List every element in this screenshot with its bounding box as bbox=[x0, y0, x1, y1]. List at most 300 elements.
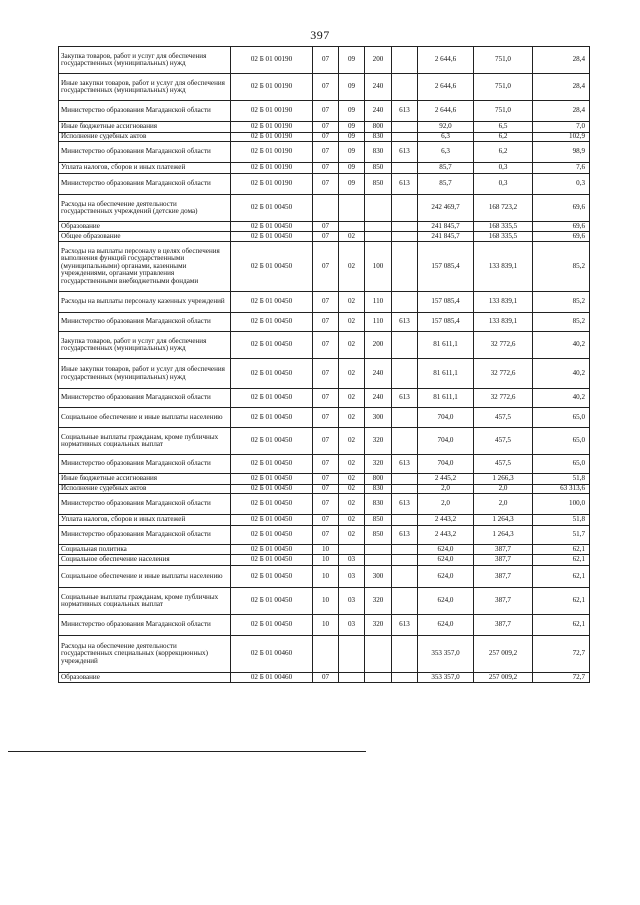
row-code: 02 Б 01 00450 bbox=[231, 455, 313, 474]
row-code: 02 Б 01 00450 bbox=[231, 232, 313, 242]
row-fact: 387,7 bbox=[474, 545, 533, 555]
row-administrator bbox=[392, 515, 418, 526]
row-subsection: 09 bbox=[339, 47, 365, 74]
row-expense-type bbox=[365, 222, 392, 232]
row-name: Министерство образования Магаданской области bbox=[59, 142, 231, 163]
row-administrator bbox=[392, 428, 418, 455]
row-code: 02 Б 01 00190 bbox=[231, 74, 313, 101]
row-fact: 32 772,6 bbox=[474, 359, 533, 389]
row-name: Расходы на выплаты персоналу казенных учреждений bbox=[59, 292, 231, 313]
row-code: 02 Б 01 00450 bbox=[231, 494, 313, 515]
row-subsection bbox=[339, 673, 365, 683]
row-name: Социальное обеспечение населения bbox=[59, 555, 231, 566]
row-expense-type: 850 bbox=[365, 163, 392, 174]
row-percent: 85,2 bbox=[533, 292, 590, 313]
row-expense-type: 300 bbox=[365, 408, 392, 428]
row-subsection bbox=[339, 545, 365, 555]
row-subsection: 02 bbox=[339, 232, 365, 242]
row-percent: 7,6 bbox=[533, 163, 590, 174]
row-name: Уплата налогов, сборов и иных платежей bbox=[59, 163, 231, 174]
row-subsection: 02 bbox=[339, 359, 365, 389]
row-subsection: 09 bbox=[339, 174, 365, 195]
row-administrator bbox=[392, 408, 418, 428]
table-row bbox=[59, 588, 590, 615]
row-percent: 98,9 bbox=[533, 142, 590, 163]
row-administrator bbox=[392, 232, 418, 242]
row-name: Иные бюджетные ассигнования bbox=[59, 474, 231, 485]
row-fact: 751,0 bbox=[474, 47, 533, 74]
row-subsection: 02 bbox=[339, 526, 365, 545]
row-percent: 72,7 bbox=[533, 673, 590, 683]
row-subsection: 03 bbox=[339, 588, 365, 615]
row-fact: 457,5 bbox=[474, 455, 533, 474]
row-section: 07 bbox=[313, 408, 339, 428]
row-section: 07 bbox=[313, 359, 339, 389]
row-percent: 7,0 bbox=[533, 122, 590, 133]
row-administrator bbox=[392, 474, 418, 485]
row-section: 07 bbox=[313, 332, 339, 359]
row-subsection: 02 bbox=[339, 242, 365, 292]
row-percent: 72,7 bbox=[533, 636, 590, 673]
row-plan: 2 443,2 bbox=[418, 515, 474, 526]
row-code: 02 Б 01 00450 bbox=[231, 588, 313, 615]
row-section: 07 bbox=[313, 242, 339, 292]
bottom-rule bbox=[8, 751, 366, 752]
row-expense-type: 850 bbox=[365, 515, 392, 526]
table-row bbox=[59, 174, 590, 195]
row-expense-type bbox=[365, 195, 392, 222]
row-plan: 92,0 bbox=[418, 122, 474, 133]
table-row bbox=[59, 545, 590, 555]
row-administrator bbox=[392, 566, 418, 588]
row-percent: 69,6 bbox=[533, 222, 590, 232]
row-expense-type: 320 bbox=[365, 455, 392, 474]
row-code: 02 Б 01 00450 bbox=[231, 242, 313, 292]
table-row bbox=[59, 555, 590, 566]
row-code: 02 Б 01 00190 bbox=[231, 163, 313, 174]
row-section: 07 bbox=[313, 101, 339, 122]
row-section: 10 bbox=[313, 588, 339, 615]
row-fact: 751,0 bbox=[474, 101, 533, 122]
row-name: Социальные выплаты гражданам, кроме публичных нормативных социальных выплат bbox=[59, 428, 231, 455]
row-fact: 1 264,3 bbox=[474, 515, 533, 526]
row-fact: 32 772,6 bbox=[474, 332, 533, 359]
table-row bbox=[59, 615, 590, 636]
row-plan: 353 357,0 bbox=[418, 636, 474, 673]
row-plan: 85,7 bbox=[418, 174, 474, 195]
row-subsection: 09 bbox=[339, 122, 365, 133]
row-percent: 62,1 bbox=[533, 555, 590, 566]
row-percent: 100,0 bbox=[533, 494, 590, 515]
row-fact: 168 723,2 bbox=[474, 195, 533, 222]
row-code: 02 Б 01 00460 bbox=[231, 636, 313, 673]
row-administrator: 613 bbox=[392, 494, 418, 515]
row-administrator bbox=[392, 122, 418, 133]
row-expense-type bbox=[365, 545, 392, 555]
row-section: 07 bbox=[313, 428, 339, 455]
row-percent: 62,1 bbox=[533, 588, 590, 615]
row-subsection: 09 bbox=[339, 142, 365, 163]
row-fact: 6,2 bbox=[474, 133, 533, 142]
row-percent: 40,2 bbox=[533, 389, 590, 408]
row-fact: 387,7 bbox=[474, 555, 533, 566]
row-percent: 69,6 bbox=[533, 195, 590, 222]
row-code: 02 Б 01 00190 bbox=[231, 174, 313, 195]
row-expense-type: 800 bbox=[365, 474, 392, 485]
row-section: 07 bbox=[313, 673, 339, 683]
row-section bbox=[313, 195, 339, 222]
row-plan: 157 085,4 bbox=[418, 292, 474, 313]
table-row bbox=[59, 74, 590, 101]
row-expense-type: 850 bbox=[365, 526, 392, 545]
table-row bbox=[59, 232, 590, 242]
row-section: 07 bbox=[313, 515, 339, 526]
row-section: 07 bbox=[313, 494, 339, 515]
row-plan: 624,0 bbox=[418, 615, 474, 636]
row-expense-type bbox=[365, 673, 392, 683]
row-fact: 0,3 bbox=[474, 163, 533, 174]
row-section: 10 bbox=[313, 615, 339, 636]
row-code: 02 Б 01 00450 bbox=[231, 526, 313, 545]
row-administrator bbox=[392, 673, 418, 683]
row-administrator bbox=[392, 242, 418, 292]
row-code: 02 Б 01 00190 bbox=[231, 122, 313, 133]
row-subsection: 02 bbox=[339, 408, 365, 428]
row-fact: 6,2 bbox=[474, 142, 533, 163]
row-percent: 65,0 bbox=[533, 428, 590, 455]
row-section: 07 bbox=[313, 313, 339, 332]
table-row bbox=[59, 485, 590, 494]
row-fact: 2,0 bbox=[474, 494, 533, 515]
row-administrator: 613 bbox=[392, 101, 418, 122]
row-code: 02 Б 01 00450 bbox=[231, 332, 313, 359]
table-row bbox=[59, 526, 590, 545]
row-plan: 157 085,4 bbox=[418, 313, 474, 332]
budget-table-body bbox=[59, 47, 590, 683]
row-code: 02 Б 01 00450 bbox=[231, 313, 313, 332]
row-administrator bbox=[392, 485, 418, 494]
row-section: 07 bbox=[313, 142, 339, 163]
row-administrator bbox=[392, 74, 418, 101]
row-administrator bbox=[392, 292, 418, 313]
row-percent: 85,2 bbox=[533, 313, 590, 332]
row-percent: 28,4 bbox=[533, 74, 590, 101]
row-subsection: 02 bbox=[339, 474, 365, 485]
row-fact: 387,7 bbox=[474, 566, 533, 588]
row-code: 02 Б 01 00450 bbox=[231, 428, 313, 455]
row-subsection: 09 bbox=[339, 101, 365, 122]
row-name: Социальное обеспечение и иные выплаты населению bbox=[59, 408, 231, 428]
row-administrator bbox=[392, 359, 418, 389]
row-fact: 1 264,3 bbox=[474, 526, 533, 545]
row-name: Образование bbox=[59, 222, 231, 232]
row-code: 02 Б 01 00450 bbox=[231, 359, 313, 389]
row-fact: 133 839,1 bbox=[474, 292, 533, 313]
row-section: 07 bbox=[313, 222, 339, 232]
row-fact: 2,0 bbox=[474, 485, 533, 494]
row-percent: 0,3 bbox=[533, 174, 590, 195]
row-code: 02 Б 01 00190 bbox=[231, 142, 313, 163]
row-percent: 62,1 bbox=[533, 545, 590, 555]
row-name: Иные закупки товаров, работ и услуг для обеспечения государственных (муниципальных) нужд bbox=[59, 359, 231, 389]
row-name: Расходы на обеспечение деятельности государственных учреждений (детские дома) bbox=[59, 195, 231, 222]
row-plan: 624,0 bbox=[418, 545, 474, 555]
row-percent: 51,8 bbox=[533, 474, 590, 485]
row-administrator: 613 bbox=[392, 174, 418, 195]
row-administrator: 613 bbox=[392, 313, 418, 332]
row-percent: 62,1 bbox=[533, 615, 590, 636]
row-plan: 2 644,6 bbox=[418, 47, 474, 74]
row-expense-type: 240 bbox=[365, 74, 392, 101]
table-row bbox=[59, 359, 590, 389]
row-plan: 81 611,1 bbox=[418, 359, 474, 389]
row-plan: 353 357,0 bbox=[418, 673, 474, 683]
row-name: Иные закупки товаров, работ и услуг для обеспечения государственных (муниципальных) нужд bbox=[59, 74, 231, 101]
row-code: 02 Б 01 00450 bbox=[231, 555, 313, 566]
table-row bbox=[59, 494, 590, 515]
row-plan: 2,0 bbox=[418, 485, 474, 494]
table-row bbox=[59, 408, 590, 428]
row-subsection: 03 bbox=[339, 615, 365, 636]
row-code: 02 Б 01 00190 bbox=[231, 47, 313, 74]
row-plan: 85,7 bbox=[418, 163, 474, 174]
row-percent: 65,0 bbox=[533, 408, 590, 428]
row-name: Министерство образования Магаданской области bbox=[59, 494, 231, 515]
row-plan: 2 644,6 bbox=[418, 74, 474, 101]
row-expense-type: 830 bbox=[365, 142, 392, 163]
row-name: Социальная политика bbox=[59, 545, 231, 555]
row-percent: 28,4 bbox=[533, 101, 590, 122]
row-administrator bbox=[392, 332, 418, 359]
row-expense-type bbox=[365, 636, 392, 673]
row-section: 07 bbox=[313, 526, 339, 545]
row-section: 07 bbox=[313, 474, 339, 485]
table-row bbox=[59, 332, 590, 359]
row-percent: 28,4 bbox=[533, 47, 590, 74]
table-row bbox=[59, 389, 590, 408]
row-section: 07 bbox=[313, 455, 339, 474]
row-expense-type: 830 bbox=[365, 494, 392, 515]
row-expense-type: 110 bbox=[365, 292, 392, 313]
row-code: 02 Б 01 00450 bbox=[231, 222, 313, 232]
row-fact: 457,5 bbox=[474, 408, 533, 428]
row-section: 07 bbox=[313, 47, 339, 74]
row-fact: 168 335,5 bbox=[474, 222, 533, 232]
row-subsection: 02 bbox=[339, 389, 365, 408]
row-fact: 0,3 bbox=[474, 174, 533, 195]
row-subsection: 03 bbox=[339, 566, 365, 588]
row-plan: 624,0 bbox=[418, 588, 474, 615]
row-expense-type: 100 bbox=[365, 242, 392, 292]
row-code: 02 Б 01 00450 bbox=[231, 615, 313, 636]
row-expense-type bbox=[365, 555, 392, 566]
row-percent: 65,0 bbox=[533, 455, 590, 474]
table-row bbox=[59, 292, 590, 313]
row-percent: 102,9 bbox=[533, 133, 590, 142]
table-row bbox=[59, 163, 590, 174]
row-fact: 1 266,3 bbox=[474, 474, 533, 485]
row-fact: 6,5 bbox=[474, 122, 533, 133]
table-row bbox=[59, 455, 590, 474]
row-plan: 6,3 bbox=[418, 142, 474, 163]
row-name: Министерство образования Магаданской области bbox=[59, 455, 231, 474]
row-code: 02 Б 01 00450 bbox=[231, 545, 313, 555]
row-plan: 2 644,6 bbox=[418, 101, 474, 122]
row-subsection: 03 bbox=[339, 555, 365, 566]
row-section: 07 bbox=[313, 292, 339, 313]
row-expense-type bbox=[365, 232, 392, 242]
row-code: 02 Б 01 00450 bbox=[231, 474, 313, 485]
row-subsection: 02 bbox=[339, 455, 365, 474]
row-percent: 51,8 bbox=[533, 515, 590, 526]
table-row bbox=[59, 566, 590, 588]
row-name: Министерство образования Магаданской области bbox=[59, 313, 231, 332]
row-fact: 133 839,1 bbox=[474, 242, 533, 292]
table-row bbox=[59, 142, 590, 163]
table-row bbox=[59, 242, 590, 292]
row-expense-type: 200 bbox=[365, 47, 392, 74]
row-expense-type: 320 bbox=[365, 615, 392, 636]
row-administrator bbox=[392, 588, 418, 615]
row-code: 02 Б 01 00450 bbox=[231, 515, 313, 526]
row-fact: 387,7 bbox=[474, 588, 533, 615]
row-code: 02 Б 01 00450 bbox=[231, 389, 313, 408]
row-expense-type: 830 bbox=[365, 133, 392, 142]
row-percent: 62,1 bbox=[533, 566, 590, 588]
table-row bbox=[59, 133, 590, 142]
row-expense-type: 110 bbox=[365, 313, 392, 332]
row-plan: 624,0 bbox=[418, 555, 474, 566]
row-administrator: 613 bbox=[392, 615, 418, 636]
table-row bbox=[59, 195, 590, 222]
row-expense-type: 320 bbox=[365, 588, 392, 615]
row-percent: 51,7 bbox=[533, 526, 590, 545]
row-administrator bbox=[392, 47, 418, 74]
page-number: 397 bbox=[310, 28, 330, 42]
table-row bbox=[59, 673, 590, 683]
row-administrator: 613 bbox=[392, 389, 418, 408]
table-row bbox=[59, 515, 590, 526]
table-row bbox=[59, 222, 590, 232]
row-subsection: 09 bbox=[339, 163, 365, 174]
row-section: 07 bbox=[313, 133, 339, 142]
row-section: 10 bbox=[313, 555, 339, 566]
row-plan: 157 085,4 bbox=[418, 242, 474, 292]
row-fact: 387,7 bbox=[474, 615, 533, 636]
row-section: 10 bbox=[313, 566, 339, 588]
row-plan: 81 611,1 bbox=[418, 332, 474, 359]
row-name: Министерство образования Магаданской области bbox=[59, 174, 231, 195]
row-code: 02 Б 01 00190 bbox=[231, 133, 313, 142]
row-fact: 133 839,1 bbox=[474, 313, 533, 332]
row-section bbox=[313, 636, 339, 673]
row-fact: 457,5 bbox=[474, 428, 533, 455]
row-name: Расходы на обеспечение деятельности государственных специальных (коррекционных) учреждений bbox=[59, 636, 231, 673]
row-name: Министерство образования Магаданской области bbox=[59, 101, 231, 122]
row-expense-type: 830 bbox=[365, 485, 392, 494]
budget-table bbox=[58, 46, 590, 683]
row-plan: 704,0 bbox=[418, 428, 474, 455]
row-subsection: 02 bbox=[339, 485, 365, 494]
row-plan: 624,0 bbox=[418, 566, 474, 588]
row-percent: 69,6 bbox=[533, 232, 590, 242]
row-expense-type: 800 bbox=[365, 122, 392, 133]
row-subsection: 09 bbox=[339, 133, 365, 142]
row-name: Расходы на выплаты персоналу в целях обеспечения выполнения функций государственными (муниципальными) органами, казенными учреждениями, органами управления государственными внебюджетными фондами bbox=[59, 242, 231, 292]
row-subsection: 02 bbox=[339, 428, 365, 455]
table-row bbox=[59, 101, 590, 122]
row-section: 07 bbox=[313, 389, 339, 408]
row-percent: 85,2 bbox=[533, 242, 590, 292]
row-plan: 241 845,7 bbox=[418, 232, 474, 242]
row-percent: 40,2 bbox=[533, 359, 590, 389]
row-name: Иные бюджетные ассигнования bbox=[59, 122, 231, 133]
row-expense-type: 240 bbox=[365, 101, 392, 122]
row-section: 07 bbox=[313, 74, 339, 101]
row-fact: 168 335,5 bbox=[474, 232, 533, 242]
row-subsection bbox=[339, 222, 365, 232]
row-name: Исполнение судебных актов bbox=[59, 485, 231, 494]
row-administrator bbox=[392, 133, 418, 142]
table-row bbox=[59, 474, 590, 485]
row-administrator: 613 bbox=[392, 455, 418, 474]
row-plan: 2 443,2 bbox=[418, 526, 474, 545]
row-expense-type: 200 bbox=[365, 332, 392, 359]
row-name: Министерство образования Магаданской области bbox=[59, 526, 231, 545]
row-fact: 32 772,6 bbox=[474, 389, 533, 408]
row-section: 07 bbox=[313, 122, 339, 133]
row-section: 10 bbox=[313, 545, 339, 555]
row-code: 02 Б 01 00190 bbox=[231, 101, 313, 122]
row-plan: 2,0 bbox=[418, 494, 474, 515]
row-administrator bbox=[392, 195, 418, 222]
row-expense-type: 300 bbox=[365, 566, 392, 588]
row-section: 07 bbox=[313, 232, 339, 242]
row-code: 02 Б 01 00450 bbox=[231, 195, 313, 222]
row-percent: 63 313,6 bbox=[533, 485, 590, 494]
row-code: 02 Б 01 00450 bbox=[231, 566, 313, 588]
row-name: Исполнение судебных актов bbox=[59, 133, 231, 142]
row-expense-type: 850 bbox=[365, 174, 392, 195]
row-code: 02 Б 01 00450 bbox=[231, 485, 313, 494]
row-expense-type: 320 bbox=[365, 428, 392, 455]
row-expense-type: 240 bbox=[365, 389, 392, 408]
row-administrator: 613 bbox=[392, 142, 418, 163]
table-row bbox=[59, 47, 590, 74]
row-plan: 242 469,7 bbox=[418, 195, 474, 222]
row-plan: 2 445,2 bbox=[418, 474, 474, 485]
row-administrator bbox=[392, 163, 418, 174]
row-plan: 81 611,1 bbox=[418, 389, 474, 408]
row-fact: 751,0 bbox=[474, 74, 533, 101]
row-fact: 257 009,2 bbox=[474, 673, 533, 683]
row-name: Социальное обеспечение и иные выплаты населению bbox=[59, 566, 231, 588]
table-row bbox=[59, 313, 590, 332]
table-row bbox=[59, 428, 590, 455]
row-subsection: 02 bbox=[339, 332, 365, 359]
row-expense-type: 240 bbox=[365, 359, 392, 389]
row-name: Закупка товаров, работ и услуг для обеспечения государственных (муниципальных) нужд bbox=[59, 47, 231, 74]
row-subsection: 02 bbox=[339, 515, 365, 526]
row-subsection bbox=[339, 636, 365, 673]
row-plan: 241 845,7 bbox=[418, 222, 474, 232]
row-percent: 40,2 bbox=[533, 332, 590, 359]
row-name: Закупка товаров, работ и услуг для обеспечения государственных (муниципальных) нужд bbox=[59, 332, 231, 359]
row-section: 07 bbox=[313, 174, 339, 195]
row-subsection: 09 bbox=[339, 74, 365, 101]
row-plan: 704,0 bbox=[418, 408, 474, 428]
table-row bbox=[59, 122, 590, 133]
